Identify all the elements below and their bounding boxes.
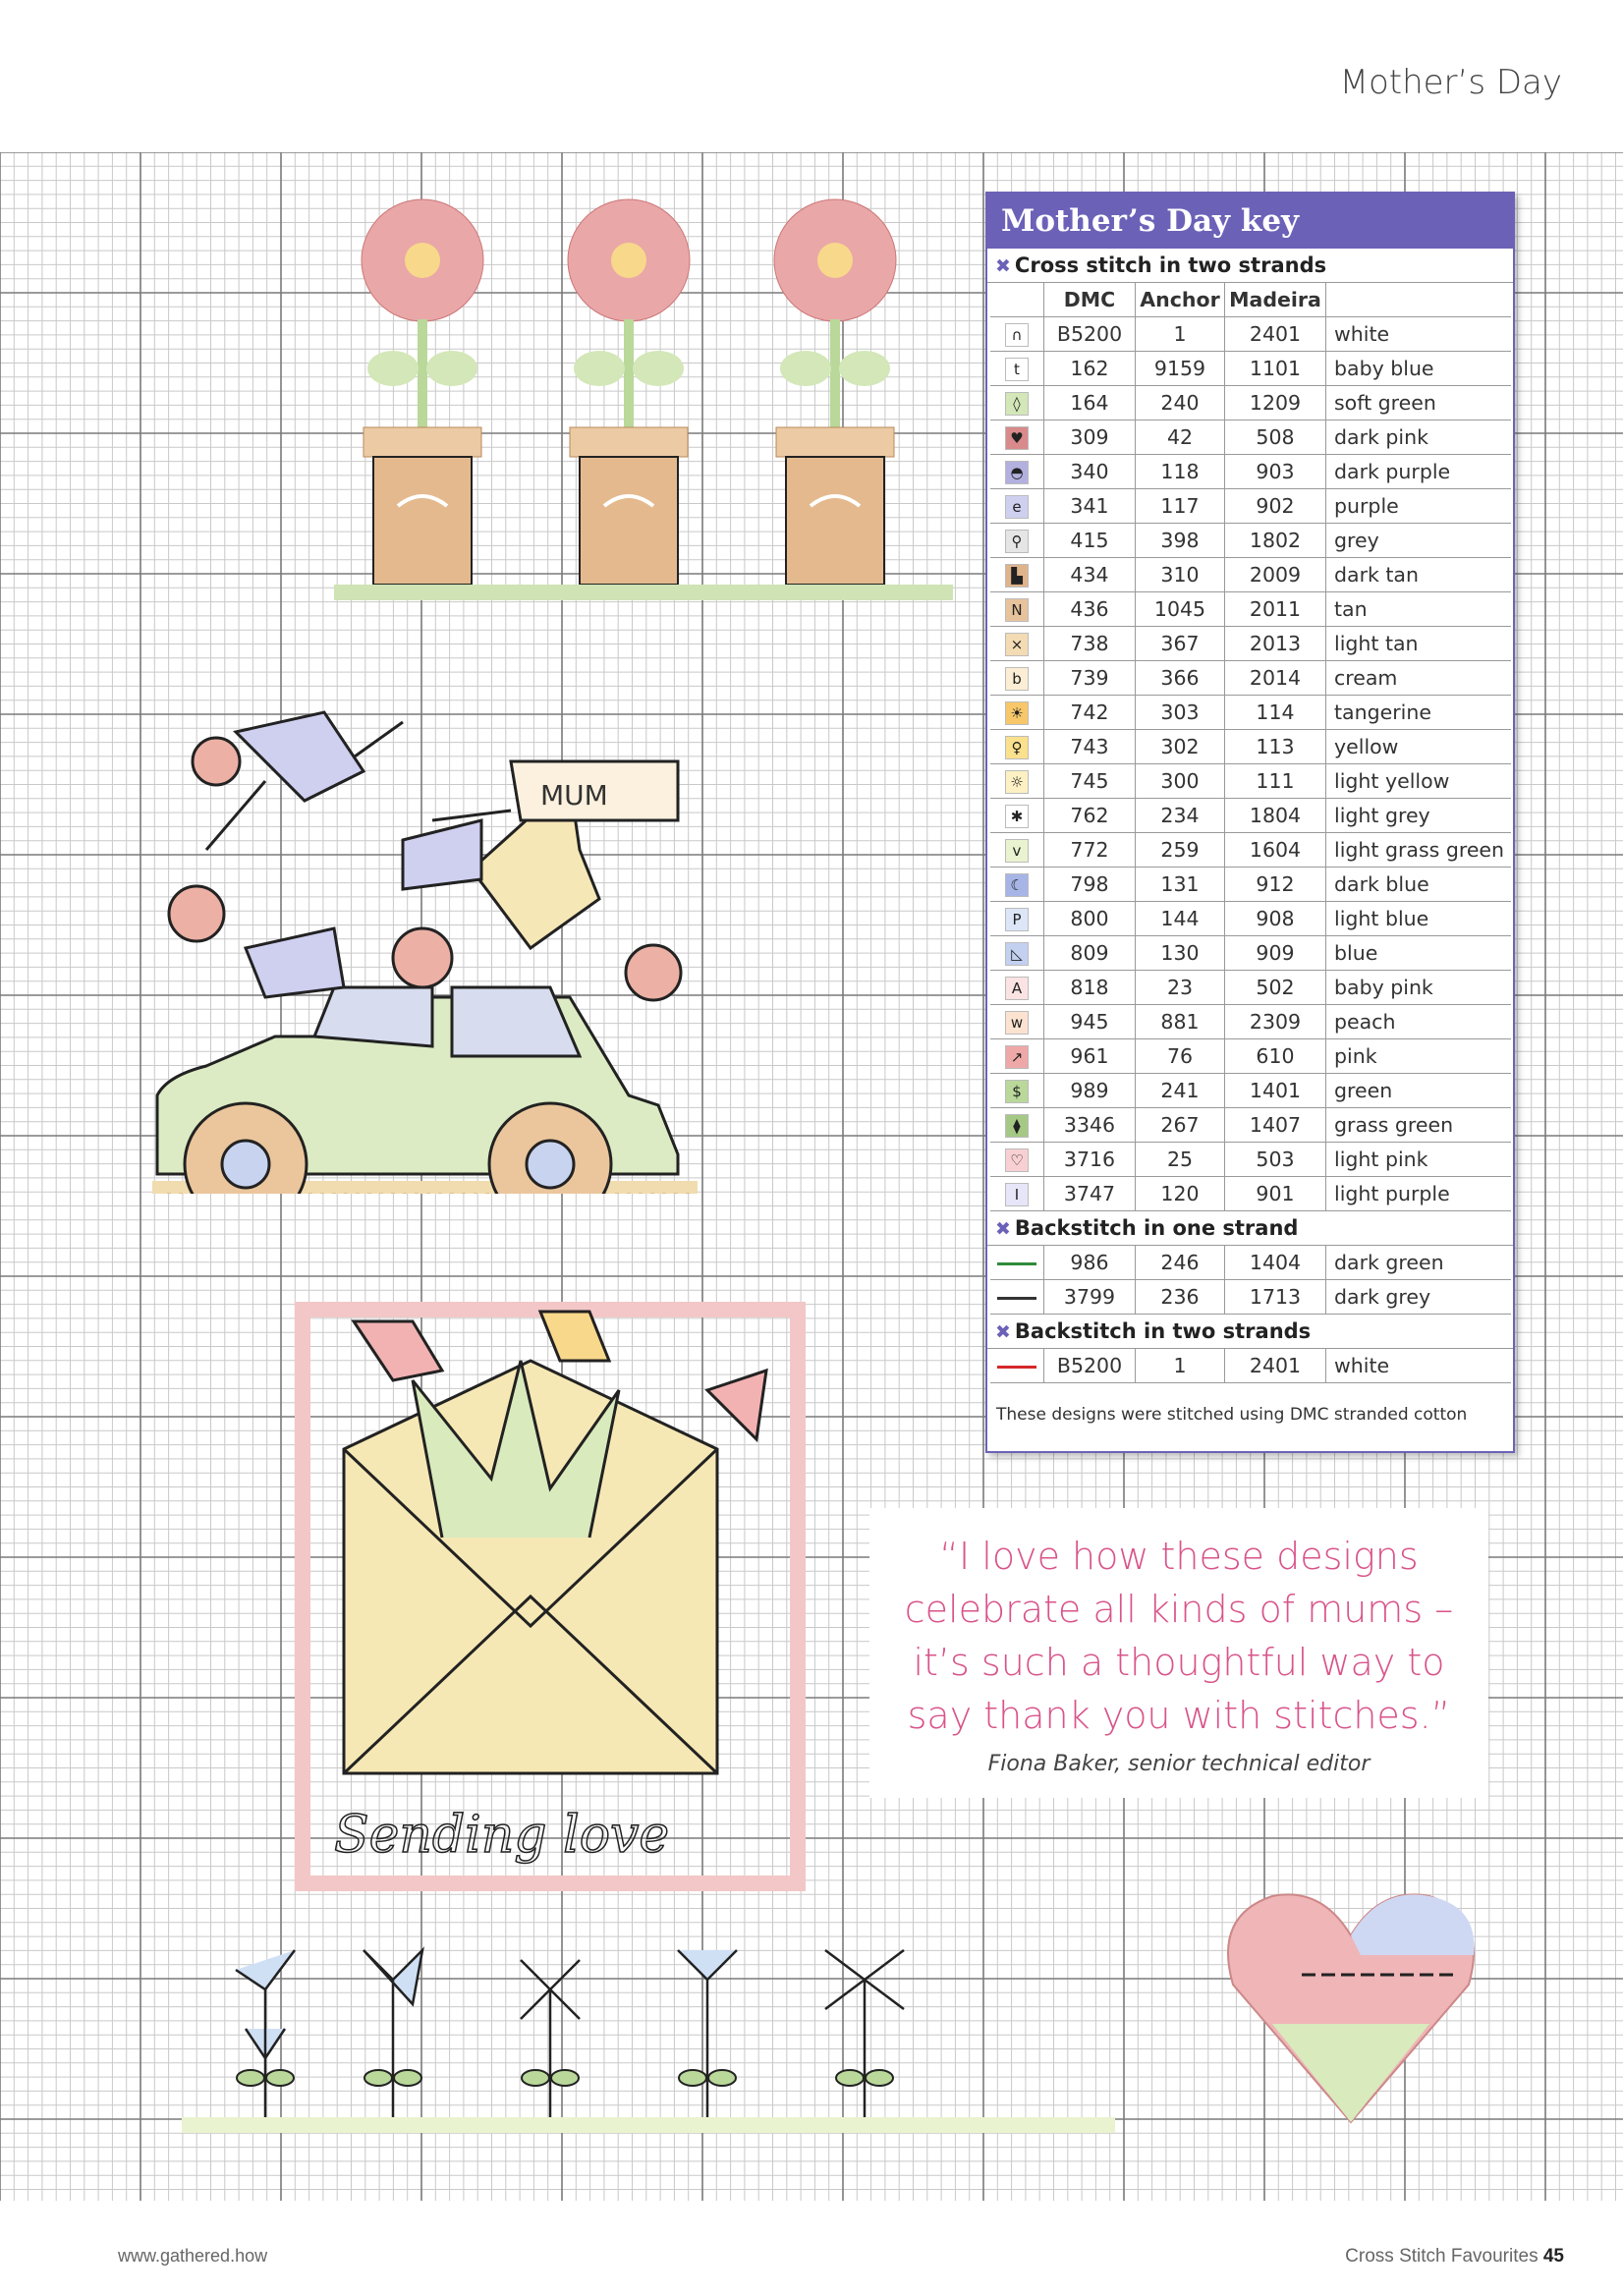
- sending-love-envelope-motif: [295, 1302, 806, 1891]
- anchor-cell: 118: [1136, 455, 1225, 489]
- dmc-cell: 3346: [1044, 1108, 1136, 1143]
- quote-text: “I love how these designs celebrate all kinds of mums – it’s such a thoughtful way to say thank you with stitches.”: [904, 1535, 1454, 1737]
- anchor-cell: 302: [1136, 730, 1225, 764]
- symbol-cell: [990, 627, 1044, 661]
- dmc-cell: 986: [1044, 1246, 1136, 1280]
- name-cell: blue: [1326, 936, 1512, 971]
- dmc-cell: 738: [1044, 627, 1136, 661]
- stitch-symbol-icon: ×: [1005, 633, 1029, 656]
- symbol-cell: [990, 352, 1044, 386]
- key-row: [990, 1005, 1511, 1039]
- key-row: [990, 868, 1511, 902]
- key-row: [990, 317, 1511, 352]
- footer-website: www.gathered.how: [118, 2246, 268, 2266]
- name-cell: light grey: [1326, 799, 1512, 833]
- madeira-cell: 1404: [1225, 1246, 1326, 1280]
- flower-border-motif: [177, 1911, 1120, 2147]
- key-row: [990, 489, 1511, 524]
- dmc-cell: 164: [1044, 386, 1136, 420]
- car-with-flowers-motif: [108, 663, 737, 1194]
- dmc-cell: 798: [1044, 868, 1136, 902]
- backstitch-one-heading: [987, 1211, 1513, 1246]
- stitch-symbol-icon: ◺: [1005, 942, 1029, 966]
- anchor-cell: 246: [1136, 1246, 1225, 1280]
- madeira-cell: 909: [1225, 936, 1326, 971]
- anchor-cell: 9159: [1136, 352, 1225, 386]
- name-cell: yellow: [1326, 730, 1512, 764]
- symbol-cell: [990, 524, 1044, 558]
- dmc-cell: 415: [1044, 524, 1136, 558]
- anchor-cell: 1045: [1136, 592, 1225, 627]
- dmc-cell: 989: [1044, 1074, 1136, 1108]
- madeira-cell: 1713: [1225, 1280, 1326, 1315]
- name-cell: cream: [1326, 661, 1512, 696]
- stitch-symbol-icon: ▙: [1005, 564, 1029, 588]
- magazine-name: Cross Stitch Favourites: [1345, 2246, 1539, 2267]
- name-cell: white: [1326, 1349, 1512, 1383]
- symbol-cell: [990, 489, 1044, 524]
- stitch-symbol-icon: v: [1005, 839, 1029, 863]
- symbol-cell: [990, 696, 1044, 730]
- key-note: These designs were stitched using DMC stranded cotton: [996, 1405, 1468, 1425]
- symbol-cell: [990, 558, 1044, 592]
- madeira-cell: 2401: [1225, 317, 1326, 352]
- name-cell: light tan: [1326, 627, 1512, 661]
- section-title: Mother’s Day: [1339, 63, 1562, 102]
- symbol-cell: [990, 936, 1044, 971]
- anchor-cell: 366: [1136, 661, 1225, 696]
- anchor-cell: 367: [1136, 627, 1225, 661]
- anchor-cell: 259: [1136, 833, 1225, 868]
- heart-motif: [1213, 1876, 1498, 2132]
- anchor-cell: 1: [1136, 1349, 1225, 1383]
- pull-quote: [869, 1508, 1488, 1798]
- key-row: [990, 696, 1511, 730]
- symbol-cell: [990, 386, 1044, 420]
- anchor-cell: 23: [1136, 971, 1225, 1005]
- symbol-cell: [990, 592, 1044, 627]
- madeira-cell: 1604: [1225, 833, 1326, 868]
- name-cell: baby blue: [1326, 352, 1512, 386]
- key-row: [990, 455, 1511, 489]
- madeira-cell: 114: [1225, 696, 1326, 730]
- symbol-cell: [990, 730, 1044, 764]
- dmc-cell: 743: [1044, 730, 1136, 764]
- madeira-cell: 2013: [1225, 627, 1326, 661]
- key-row: [990, 524, 1511, 558]
- stitch-symbol-icon: ☼: [1005, 770, 1029, 794]
- stitch-symbol-icon: P: [1005, 908, 1029, 931]
- anchor-cell: 234: [1136, 799, 1225, 833]
- backstitch-line-icon: [997, 1262, 1036, 1265]
- stitch-symbol-icon: $: [1005, 1080, 1029, 1103]
- madeira-cell: 902: [1225, 489, 1326, 524]
- anchor-column-header: Anchor: [1136, 283, 1225, 317]
- backstitch-line-icon: [997, 1297, 1036, 1300]
- name-cell: pink: [1326, 1039, 1512, 1074]
- colour-key-panel: [985, 192, 1515, 1453]
- anchor-cell: 310: [1136, 558, 1225, 592]
- anchor-cell: 144: [1136, 902, 1225, 936]
- dmc-cell: 340: [1044, 455, 1136, 489]
- madeira-cell: 903: [1225, 455, 1326, 489]
- dmc-cell: 961: [1044, 1039, 1136, 1074]
- symbol-cell: [990, 455, 1044, 489]
- madeira-cell: 1407: [1225, 1108, 1326, 1143]
- anchor-cell: 267: [1136, 1108, 1225, 1143]
- backstitch-one-table: [990, 1246, 1511, 1315]
- quote-attribution: Fiona Baker, senior technical editor: [987, 1752, 1371, 1776]
- dmc-cell: 3799: [1044, 1280, 1136, 1315]
- symbol-cell: [990, 833, 1044, 868]
- dmc-cell: 809: [1044, 936, 1136, 971]
- backstitch-two-heading: [987, 1315, 1513, 1349]
- madeira-cell: 2014: [1225, 661, 1326, 696]
- stitch-symbol-icon: t: [1005, 358, 1029, 381]
- symbol-cell: [990, 317, 1044, 352]
- madeira-cell: 610: [1225, 1039, 1326, 1074]
- key-row: [990, 592, 1511, 627]
- dmc-cell: 162: [1044, 352, 1136, 386]
- symbol-cell: [990, 1349, 1044, 1383]
- cross-icon: ✖: [995, 1218, 1011, 1240]
- stitch-symbol-icon: ☀: [1005, 701, 1029, 725]
- key-row: [990, 386, 1511, 420]
- key-row: [990, 1039, 1511, 1074]
- anchor-cell: 131: [1136, 868, 1225, 902]
- stitch-symbol-icon: b: [1005, 667, 1029, 691]
- dmc-cell: B5200: [1044, 317, 1136, 352]
- name-cell: purple: [1326, 489, 1512, 524]
- madeira-cell: 1209: [1225, 386, 1326, 420]
- dmc-cell: 772: [1044, 833, 1136, 868]
- key-row: [990, 730, 1511, 764]
- madeira-cell: 1101: [1225, 352, 1326, 386]
- stitch-symbol-icon: ♡: [1005, 1148, 1029, 1172]
- cross-stitch-heading-label: Cross stitch in two strands: [1014, 253, 1327, 277]
- dmc-cell: 341: [1044, 489, 1136, 524]
- stitch-symbol-icon: N: [1005, 598, 1029, 622]
- key-row: [990, 936, 1511, 971]
- backstitch-one-heading-label: Backstitch in one strand: [1014, 1216, 1299, 1240]
- stitch-symbol-icon: A: [1005, 977, 1029, 1000]
- madeira-cell: 508: [1225, 420, 1326, 455]
- dmc-cell: 3716: [1044, 1143, 1136, 1177]
- key-row: [990, 971, 1511, 1005]
- dmc-cell: 739: [1044, 661, 1136, 696]
- anchor-cell: 240: [1136, 386, 1225, 420]
- anchor-cell: 1: [1136, 317, 1225, 352]
- name-cell: peach: [1326, 1005, 1512, 1039]
- anchor-cell: 236: [1136, 1280, 1225, 1315]
- symbol-cell: [990, 1074, 1044, 1108]
- key-row: [990, 558, 1511, 592]
- name-cell: dark tan: [1326, 558, 1512, 592]
- name-cell: dark green: [1326, 1246, 1512, 1280]
- symbol-cell: [990, 1280, 1044, 1315]
- stitch-symbol-icon: ⧫: [1005, 1114, 1029, 1138]
- name-cell: dark grey: [1326, 1280, 1512, 1315]
- madeira-cell: 113: [1225, 730, 1326, 764]
- name-cell: light pink: [1326, 1143, 1512, 1177]
- key-row: [990, 833, 1511, 868]
- madeira-cell: 1401: [1225, 1074, 1326, 1108]
- name-cell: soft green: [1326, 386, 1512, 420]
- madeira-cell: 1802: [1225, 524, 1326, 558]
- madeira-cell: 111: [1225, 764, 1326, 799]
- symbol-cell: [990, 420, 1044, 455]
- name-cell: tan: [1326, 592, 1512, 627]
- name-column-header: [1326, 283, 1512, 317]
- dmc-column-header: DMC: [1044, 283, 1136, 317]
- cross-stitch-table: [990, 283, 1511, 1211]
- name-cell: grass green: [1326, 1108, 1512, 1143]
- symbol-column-header: [990, 283, 1044, 317]
- key-row: [990, 352, 1511, 386]
- dmc-cell: 3747: [1044, 1177, 1136, 1211]
- stitch-symbol-icon: ✱: [1005, 805, 1029, 828]
- anchor-cell: 241: [1136, 1074, 1225, 1108]
- stitch-symbol-icon: w: [1005, 1011, 1029, 1035]
- stitch-symbol-icon: ⚲: [1005, 530, 1029, 553]
- dmc-cell: 434: [1044, 558, 1136, 592]
- cross-icon: ✖: [995, 1321, 1011, 1343]
- anchor-cell: 881: [1136, 1005, 1225, 1039]
- backstitch-two-table: [990, 1349, 1511, 1383]
- name-cell: light blue: [1326, 902, 1512, 936]
- stitch-symbol-icon: ♥: [1005, 426, 1029, 450]
- symbol-cell: [990, 1177, 1044, 1211]
- anchor-cell: 25: [1136, 1143, 1225, 1177]
- dmc-cell: 800: [1044, 902, 1136, 936]
- symbol-cell: [990, 1246, 1044, 1280]
- name-cell: dark pink: [1326, 420, 1512, 455]
- name-cell: tangerine: [1326, 696, 1512, 730]
- symbol-cell: [990, 971, 1044, 1005]
- madeira-cell: 2009: [1225, 558, 1326, 592]
- cross-icon: ✖: [995, 255, 1011, 277]
- name-cell: dark blue: [1326, 868, 1512, 902]
- madeira-cell: 912: [1225, 868, 1326, 902]
- dmc-cell: 745: [1044, 764, 1136, 799]
- symbol-cell: [990, 1005, 1044, 1039]
- dmc-cell: 762: [1044, 799, 1136, 833]
- name-cell: dark purple: [1326, 455, 1512, 489]
- dmc-cell: B5200: [1044, 1349, 1136, 1383]
- stitch-symbol-icon: ∩: [1005, 323, 1029, 347]
- key-row: [990, 1177, 1511, 1211]
- dmc-cell: 818: [1044, 971, 1136, 1005]
- stitch-symbol-icon: e: [1005, 495, 1029, 519]
- stitch-symbol-icon: ◊: [1005, 392, 1029, 416]
- key-row: [990, 764, 1511, 799]
- anchor-cell: 398: [1136, 524, 1225, 558]
- stitch-symbol-icon: ☾: [1005, 873, 1029, 897]
- symbol-cell: [990, 764, 1044, 799]
- flower-pots-motif: [334, 192, 963, 653]
- anchor-cell: 300: [1136, 764, 1225, 799]
- stitch-symbol-icon: ♀: [1005, 736, 1029, 759]
- key-row: [990, 1246, 1511, 1280]
- key-row: [990, 1108, 1511, 1143]
- key-title: Mother’s Day key: [987, 194, 1513, 249]
- key-row: [990, 627, 1511, 661]
- dmc-cell: 436: [1044, 592, 1136, 627]
- name-cell: green: [1326, 1074, 1512, 1108]
- anchor-cell: 42: [1136, 420, 1225, 455]
- anchor-cell: 120: [1136, 1177, 1225, 1211]
- name-cell: baby pink: [1326, 971, 1512, 1005]
- symbol-cell: [990, 661, 1044, 696]
- madeira-cell: 502: [1225, 971, 1326, 1005]
- backstitch-two-heading-label: Backstitch in two strands: [1014, 1319, 1312, 1343]
- name-cell: light grass green: [1326, 833, 1512, 868]
- footer-magazine: [1345, 2246, 1564, 2268]
- key-row: [990, 902, 1511, 936]
- key-row: [990, 1280, 1511, 1315]
- anchor-cell: 117: [1136, 489, 1225, 524]
- madeira-cell: 2309: [1225, 1005, 1326, 1039]
- anchor-cell: 76: [1136, 1039, 1225, 1074]
- dmc-cell: 309: [1044, 420, 1136, 455]
- madeira-column-header: Madeira: [1225, 283, 1326, 317]
- symbol-cell: [990, 1143, 1044, 1177]
- dmc-cell: 945: [1044, 1005, 1136, 1039]
- sending-love-text: Sending love: [334, 1806, 670, 1865]
- symbol-cell: [990, 868, 1044, 902]
- key-row: [990, 661, 1511, 696]
- symbol-cell: [990, 1039, 1044, 1074]
- key-row: [990, 420, 1511, 455]
- name-cell: light yellow: [1326, 764, 1512, 799]
- table-header-row: [990, 283, 1511, 317]
- stitch-symbol-icon: ◓: [1005, 461, 1029, 484]
- symbol-cell: [990, 1108, 1044, 1143]
- anchor-cell: 303: [1136, 696, 1225, 730]
- key-row: [990, 1074, 1511, 1108]
- cross-stitch-heading: [987, 249, 1513, 283]
- name-cell: light purple: [1326, 1177, 1512, 1211]
- mum-banner-text: MUM: [540, 779, 608, 812]
- key-row: [990, 1143, 1511, 1177]
- madeira-cell: 503: [1225, 1143, 1326, 1177]
- madeira-cell: 901: [1225, 1177, 1326, 1211]
- madeira-cell: 908: [1225, 902, 1326, 936]
- madeira-cell: 2401: [1225, 1349, 1326, 1383]
- madeira-cell: 1804: [1225, 799, 1326, 833]
- key-row: [990, 799, 1511, 833]
- stitch-symbol-icon: ↗: [1005, 1045, 1029, 1069]
- madeira-cell: 2011: [1225, 592, 1326, 627]
- stitch-symbol-icon: I: [1005, 1183, 1029, 1206]
- name-cell: grey: [1326, 524, 1512, 558]
- key-row: [990, 1349, 1511, 1383]
- symbol-cell: [990, 902, 1044, 936]
- anchor-cell: 130: [1136, 936, 1225, 971]
- symbol-cell: [990, 799, 1044, 833]
- backstitch-line-icon: [997, 1366, 1036, 1369]
- name-cell: white: [1326, 317, 1512, 352]
- dmc-cell: 742: [1044, 696, 1136, 730]
- page-number: 45: [1542, 2246, 1564, 2267]
